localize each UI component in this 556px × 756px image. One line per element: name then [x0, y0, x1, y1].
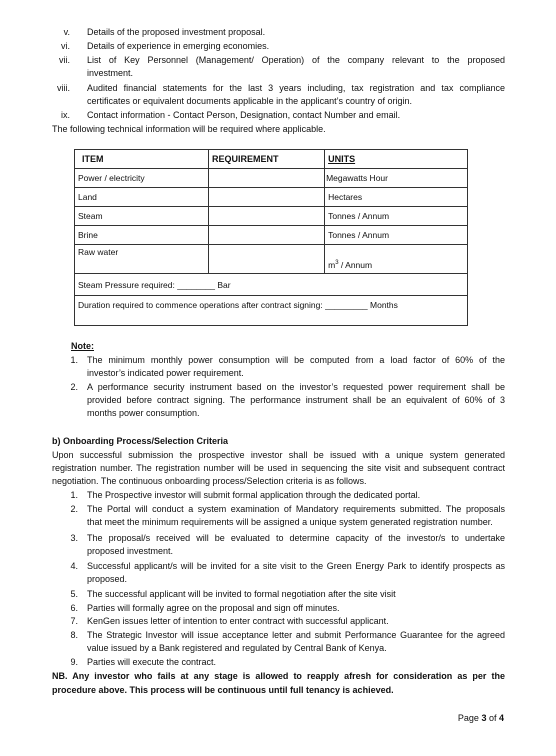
step-line: Parties will formally agree on the proposal and sign off minutes.: [87, 603, 340, 613]
step-line: The Portal will conduct a system examination of Mandatory requirements submitted. The proposals: [87, 504, 505, 514]
note-item-line: A performance security instrument based on the investor’s requested power requirement shall be: [87, 382, 505, 392]
list-number: 9.: [70, 657, 78, 667]
table-header-row: [75, 150, 468, 169]
list-number: vii.: [59, 55, 70, 65]
list-number: 1.: [70, 355, 78, 365]
list-number: 2.: [70, 504, 78, 514]
duration-row: Duration required to commence operations after contract signing: _________ Months: [75, 296, 468, 326]
step-line: proposed investment.: [87, 546, 174, 556]
list-item: Details of the proposed investment proposal.: [87, 27, 266, 37]
step-line: The proposal/s received will be evaluated to determine capacity of the investor/s to undertake: [87, 533, 505, 543]
list-number: vi.: [61, 41, 70, 51]
list-item: Contact information - Contact Person, Designation, contact Number and email.: [87, 110, 401, 120]
requirement-cell[interactable]: [209, 245, 325, 274]
item-cell: Power / electricity: [75, 169, 209, 188]
requirement-cell[interactable]: [209, 226, 325, 245]
note-item-line: The minimum monthly power consumption will be computed from a load factor of 60% of the: [87, 355, 505, 365]
list-item: Details of experience in emerging economies.: [87, 41, 270, 51]
list-number: 5.: [70, 589, 78, 599]
list-item-line: List of Key Personnel (Management/ Operation) of the company relevant to the proposed: [87, 55, 505, 65]
section-heading: b) Onboarding Process/Selection Criteria: [52, 436, 229, 446]
nb-statement-line: NB. Any investor who fails at any stage is allowed to reapply afresh for consideration as per the: [52, 671, 505, 681]
list-item-line: Audited financial statements for the last 3 years including, tax registration and tax compliance: [87, 83, 505, 93]
item-cell: Land: [75, 188, 209, 207]
list-number: 2.: [70, 382, 78, 392]
list-number: 1.: [70, 490, 78, 500]
step-line: KenGen issues letter of intention to enter contract with successful applicant.: [87, 616, 389, 626]
note-item-line: months power consumption.: [87, 408, 200, 418]
units-cell: Megawatts Hour: [325, 169, 468, 188]
section-intro-line: Upon successful submission the prospective investor shall be issued with a unique system generated: [52, 450, 505, 460]
header-requirement: REQUIREMENT: [209, 150, 325, 169]
table-row: [75, 188, 468, 207]
step-line: value issued by a Bank registered and regulated by Central Bank of Kenya.: [87, 643, 387, 653]
technical-intro: The following technical information will be required where applicable.: [52, 124, 326, 134]
header-item: ITEM: [75, 150, 209, 169]
table-row: [75, 245, 468, 274]
list-number: 6.: [70, 603, 78, 613]
page-number: Page 3 of 4: [457, 713, 504, 723]
list-number: 4.: [70, 561, 78, 571]
step-line: The Prospective investor will submit formal application through the dedicated portal.: [87, 490, 421, 500]
step-line: Parties will execute the contract.: [87, 657, 217, 667]
list-number: viii.: [57, 83, 70, 93]
list-item-line: certificates or equivalent documents applicable in the applicant’s country of origin.: [87, 96, 413, 106]
section-intro-line: negotiation. The continuous onboarding process/Selection criteria is as follows.: [52, 476, 367, 486]
units-cell: Tonnes / Annum: [325, 226, 468, 245]
step-line: proposed.: [87, 574, 128, 584]
list-number: 8.: [70, 630, 78, 640]
table-row: [75, 296, 468, 326]
header-units: UNITS: [325, 150, 468, 169]
item-cell: Brine: [75, 226, 209, 245]
steam-pressure-row: Steam Pressure required: ________ Bar: [75, 274, 468, 296]
requirement-cell[interactable]: [209, 188, 325, 207]
list-number: 3.: [70, 533, 78, 543]
units-cell: $m^3$ / Annum: [325, 245, 468, 274]
list-number: 7.: [70, 616, 78, 626]
list-number: ix.: [61, 110, 70, 120]
units-cell: Tonnes / Annum: [325, 207, 468, 226]
list-number: v.: [63, 27, 70, 37]
step-line: The Strategic Investor will issue acceptance letter and submit Performance Guarantee for the agreed: [87, 630, 505, 640]
step-line: The successful applicant will be invited to formal negotiation after the site visit: [87, 589, 396, 599]
table-row: [75, 226, 468, 245]
note-item-line: investor’s indicated power requirement.: [87, 368, 244, 378]
table-row: [75, 169, 468, 188]
step-line: that meet the minimum requirements will be assigned a unique system generated registration number.: [87, 517, 493, 527]
requirement-cell[interactable]: [209, 169, 325, 188]
requirement-cell[interactable]: [209, 207, 325, 226]
nb-statement-line: procedure above. This process will be continuous until full tenancy is achieved.: [52, 685, 394, 695]
section-intro-line: registration number. The registration number will be used in sequencing the site visit and subsequent contract: [52, 463, 505, 473]
note-title: Note:: [71, 341, 94, 351]
note-item-line: provided before contract signing. The performance instrument shall be an equivalent of 60% of 3: [87, 395, 505, 405]
list-item-line: investment.: [87, 68, 134, 78]
technical-requirements-table: [74, 149, 468, 326]
table-row: [75, 274, 468, 296]
item-cell: Raw water: [75, 245, 209, 274]
step-line: Successful applicant/s will be invited for a site visit to the Green Energy Park to identify prospects as: [87, 561, 505, 571]
units-cell: Hectares: [325, 188, 468, 207]
table-row: [75, 207, 468, 226]
item-cell: Steam: [75, 207, 209, 226]
